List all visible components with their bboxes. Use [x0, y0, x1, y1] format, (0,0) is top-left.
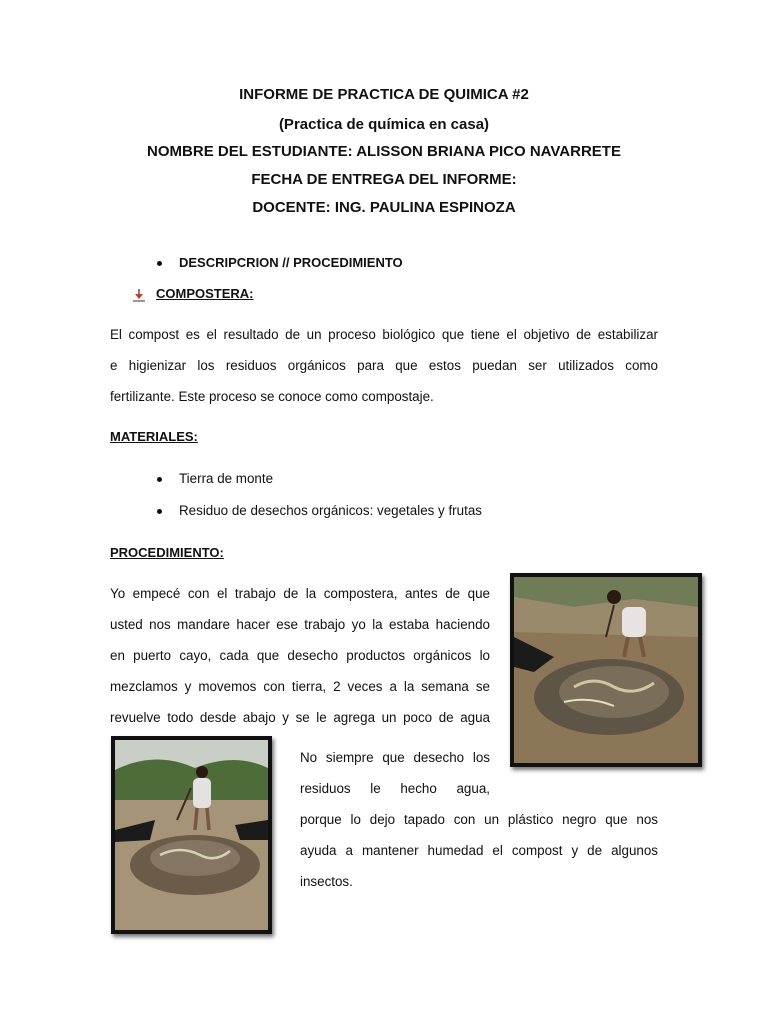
compostera-heading: COMPOSTERA: — [156, 286, 254, 301]
section-bullet-label: DESCRIPCRION // PROCEDIMIENTO — [179, 255, 403, 270]
report-subtitle: (Practica de química en casa) — [278, 116, 490, 133]
student-name: NOMBRE DEL ESTUDIANTE: ALISSON BRIANA PICO NAVARRETE — [147, 143, 621, 160]
arrow-bullet-icon — [132, 288, 146, 302]
intro-line: fertilizante. Este proceso se conoce como compostaje. — [110, 389, 434, 404]
report-title: INFORME DE PRACTICA DE QUIMICA #2 — [239, 86, 529, 103]
bullet-dot-icon — [157, 509, 162, 514]
procedure-line: insectos. — [300, 874, 353, 889]
procedure-line: No siempre que desecho los — [300, 750, 490, 765]
compostera-heading-row — [132, 285, 432, 305]
procedure-line: mezclamos y movemos con tierra, 2 veces a la semana se — [110, 679, 490, 694]
materials-item-label: Tierra de monte — [179, 471, 274, 486]
compost-photo-2 — [111, 736, 272, 934]
procedure-line: Yo empecé con el trabajo de la compostera, antes de que — [110, 586, 490, 601]
compost-photo-2-image — [115, 740, 268, 930]
intro-line: El compost es el resultado de un proceso biológico que tiene el objetivo de estabilizar — [110, 327, 658, 342]
procedimiento-heading: PROCEDIMIENTO: — [110, 545, 224, 560]
procedure-line: en puerto cayo, cada que desecho productos orgánicos lo — [110, 648, 490, 663]
procedure-paragraph-continued-short — [300, 742, 490, 804]
procedure-line: ayuda a mantener humedad el compost y de algunos — [300, 843, 658, 858]
materials-list-item — [157, 470, 607, 490]
compost-photo-1 — [510, 573, 702, 767]
compost-photo-1-image — [514, 577, 698, 763]
materials-list-item — [157, 502, 607, 522]
materials-item-label: Residuo de desechos orgánicos: vegetales y frutas — [179, 503, 482, 518]
procedure-paragraph — [110, 578, 490, 733]
teacher-name: DOCENTE: ING. PAULINA ESPINOZA — [252, 199, 516, 216]
procedure-line: revuelve todo desde abajo y se le agrega un poco de agua — [110, 710, 490, 725]
bullet-dot-icon — [157, 477, 162, 482]
procedure-line: residuos le hecho agua, — [300, 781, 490, 796]
intro-paragraph — [110, 319, 658, 412]
materiales-heading: MATERIALES: — [110, 429, 198, 444]
procedure-line: porque lo dejo tapado con un plástico negro que nos — [300, 812, 658, 827]
procedure-paragraph-continued — [300, 804, 658, 897]
bullet-dot-icon — [157, 261, 162, 266]
section-bullet-item — [157, 254, 557, 274]
intro-line: e higienizar los residuos orgánicos para que estos puedan ser utilizados como — [110, 358, 658, 373]
procedure-line: usted nos mandare hacer ese trabajo yo la estaba haciendo — [110, 617, 490, 632]
delivery-date: FECHA DE ENTREGA DEL INFORME: — [251, 171, 517, 188]
